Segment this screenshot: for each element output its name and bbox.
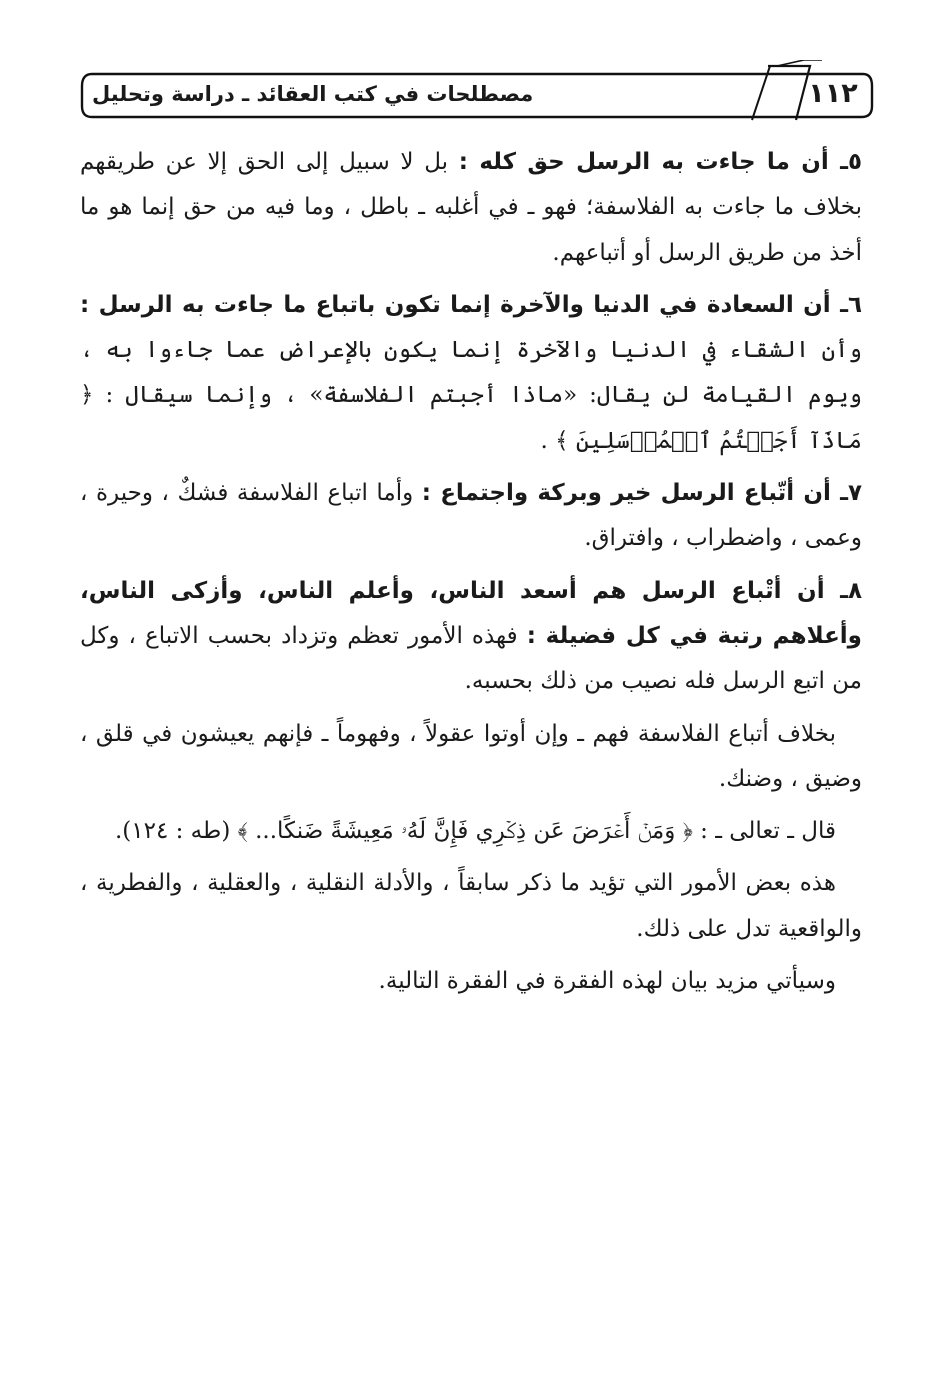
paragraph-body: هذه بعض الأمور التي تؤيد ما ذكر سابقاً ، والأدلة النقلية ، والعقلية ، والفطرية ، والواقعية تدل على ذلك.	[80, 870, 862, 942]
paragraph-body: وأن الشقاء في الدنيا والآخرة إنما يكون بالإعراض عما جاءوا به ، ويوم القيامة لن يقال: «ماذا أجبتم الفلاسفة» ، وإنما سيقال : ﴿ مَاذَآ أَجَبۡتُمُ ٱلۡمُرۡسَلِينَ ﴾ .	[80, 337, 862, 454]
paragraph-7	[80, 471, 862, 562]
paragraph-philosophers	[80, 712, 862, 803]
running-title: مصطلحات في كتب العقائد ـ دراسة وتحليل	[92, 82, 534, 106]
body-text	[80, 140, 862, 1004]
paragraph-8	[80, 569, 862, 705]
paragraph-body: بل لا سبيل إلى الحق إلا عن طريقهم بخلاف ما جاءت به الفلاسفة؛ فهو ـ في أغلبه ـ باطل ، وما فيه من حق إنما هو ما أخذ من طريق الرسل أو أتباعهم.	[80, 149, 862, 266]
paragraph-heading: ٦ـ أن السعادة في الدنيا والآخرة إنما تكون باتباع ما جاءت به الرسل :	[80, 291, 862, 318]
paragraph-body: فهذه الأمور تعظم وتزداد بحسب الاتباع ، وكل من اتبع الرسل فله نصيب من ذلك بحسبه.	[80, 622, 862, 695]
paragraph-5	[80, 140, 862, 276]
paragraph-heading: ٥ـ أن ما جاءت به الرسل حق كله :	[458, 149, 863, 175]
paragraph-summary	[80, 861, 862, 952]
paragraph-heading: ٨ـ أن أتْباع الرسل هم أسعد الناس، وأعلم الناس، وأزكى الناس، وأعلاهم رتبة في كل فضيلة :	[80, 577, 862, 649]
page-number: ١١٢	[808, 78, 858, 109]
paragraph-next	[80, 959, 862, 1004]
paragraph-quran-quote	[80, 809, 862, 854]
paragraph-body: بخلاف أتباع الفلاسفة فهم ـ وإن أوتوا عقولاً ، وفهوماً ـ فإنهم يعيشون في قلق ، وضيق ، وضنك.	[80, 720, 862, 792]
paragraph-heading: ٧ـ أن أتّباع الرسل خير وبركة واجتماع :	[421, 480, 862, 507]
paragraph-body: وسيأتي مزيد بيان لهذه الفقرة في الفقرة التالية.	[378, 968, 836, 995]
paragraph-body: قال ـ تعالى ـ : ﴿ وَمَنۡ أَعۡرَضَ عَن ذِكۡرِي فَإِنَّ لَهُۥ مَعِيشَةً ضَنكًا... ﴾ (طه : ١٢٤).	[114, 818, 836, 845]
paragraph-6	[80, 283, 862, 464]
running-header	[80, 60, 875, 122]
paragraph-body: وأما اتباع الفلاسفة فشكٌ ، وحيرة ، وعمى ، واضطراب ، وافتراق.	[80, 480, 862, 552]
